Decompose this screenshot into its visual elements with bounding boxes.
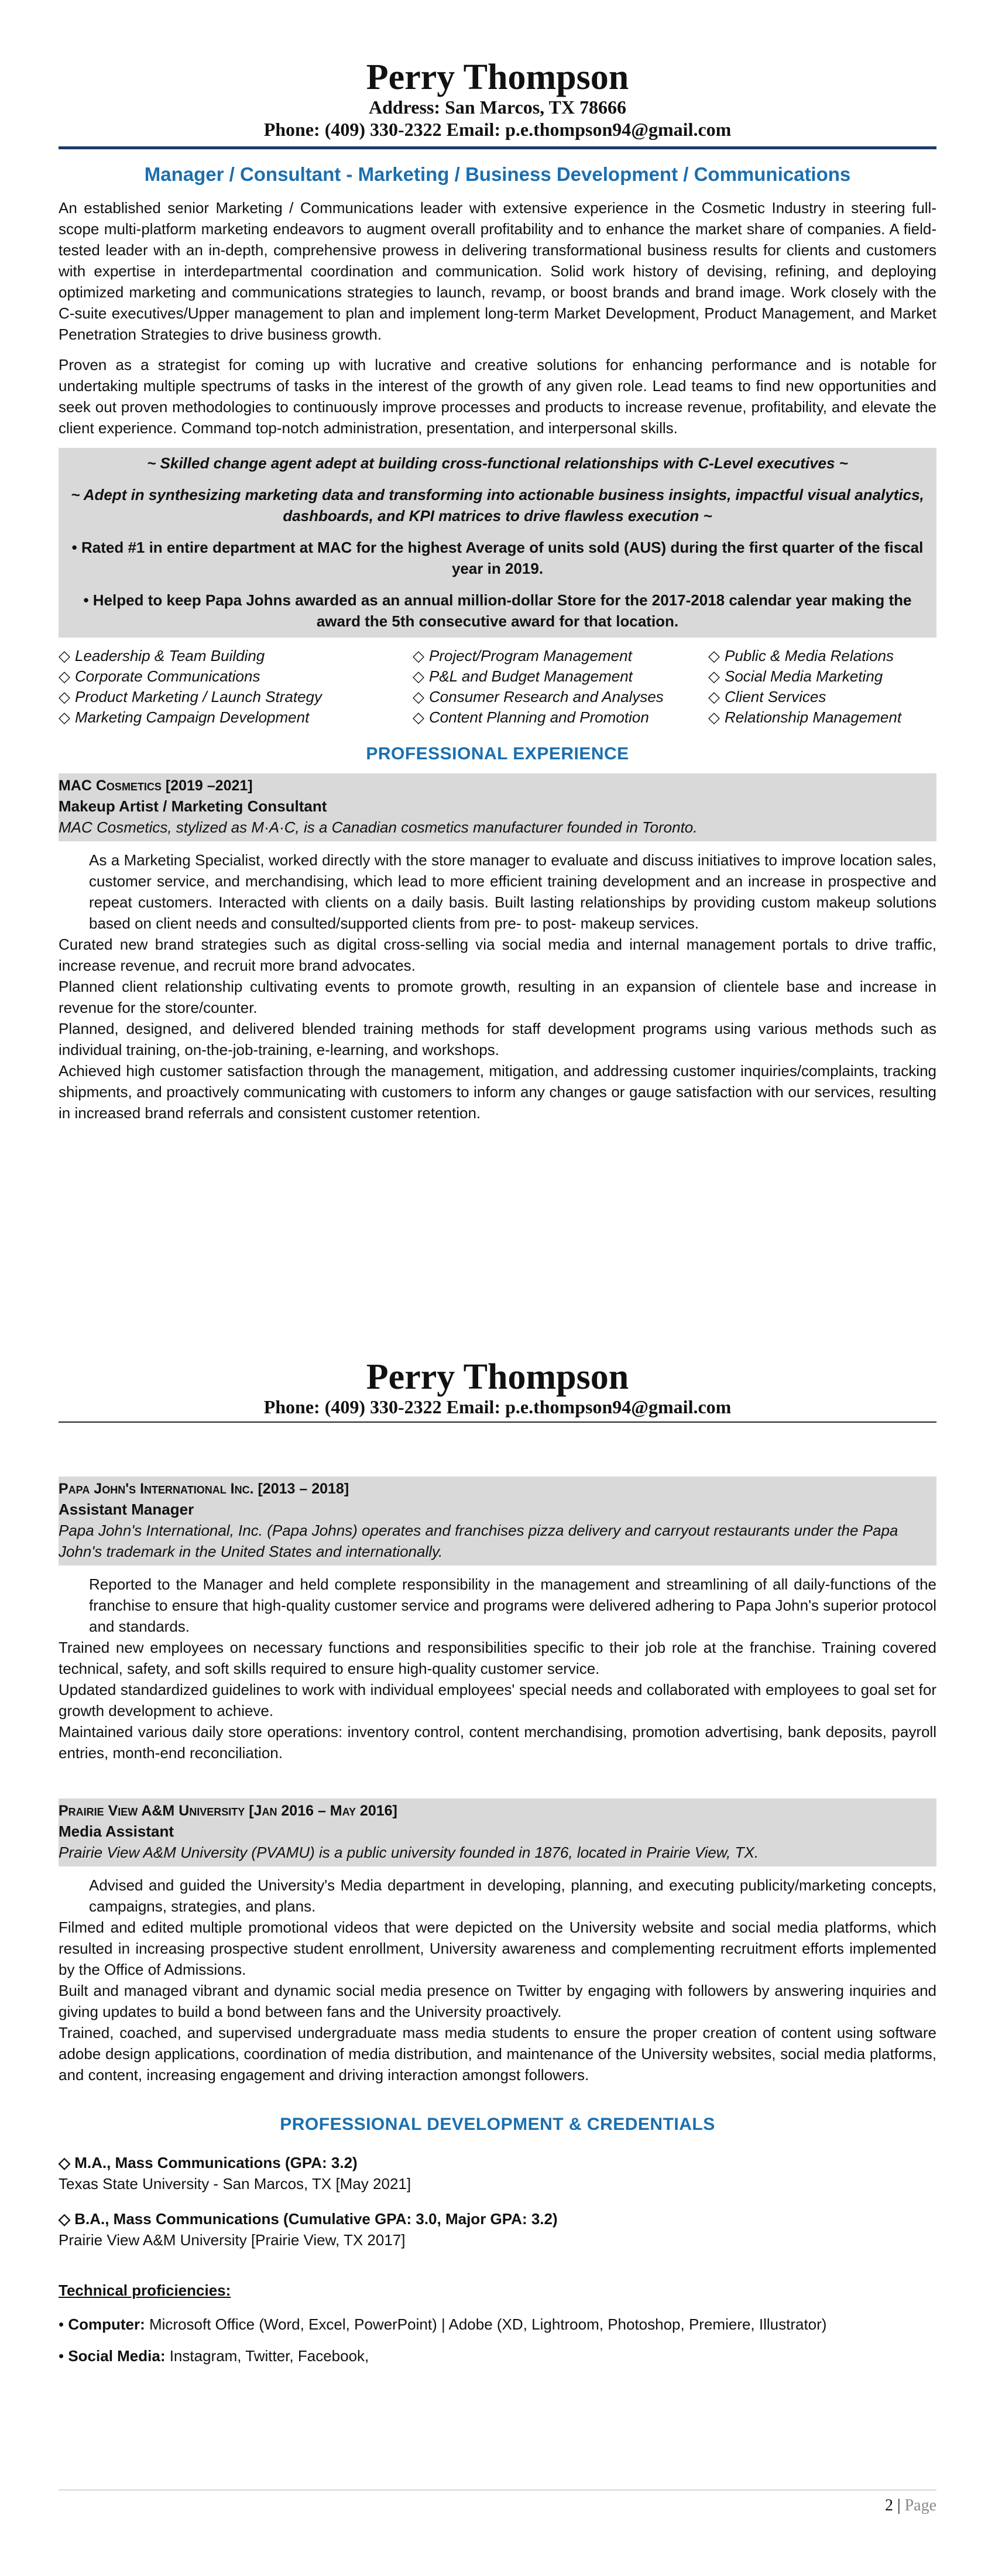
skills-column-1 <box>59 646 413 728</box>
highlight-item: • Rated #1 in entire department at MAC for the highest Average of units sold (AUS) during the first quarter of the fiscal year in 2019. <box>71 539 924 577</box>
resume-page-2 <box>59 1358 936 2366</box>
skill-item: ◇ Social Media Marketing <box>708 667 883 685</box>
skills-column-3 <box>708 646 936 728</box>
bullet-icon: • <box>59 2315 68 2333</box>
diamond-bullet-icon: ◇ <box>708 688 720 705</box>
school-line: Texas State University - San Marcos, TX [May 2021] <box>59 2175 411 2193</box>
job-title: Assistant Manager <box>59 1501 194 1518</box>
address-line: Address: San Marcos, TX 78666 <box>368 97 627 118</box>
skill-item: ◇ Product Marketing / Launch Strategy <box>59 688 322 705</box>
diamond-bullet-icon: ◇ <box>59 2210 75 2228</box>
page-footer <box>59 2489 936 2515</box>
diamond-bullet-icon: ◇ <box>413 667 424 685</box>
skill-item: ◇ Project/Program Management <box>413 647 632 664</box>
job-summary: Reported to the Manager and held complete responsibility in the management and streamlining of all daily-functions of the franchise to ensure that high-quality customer service and programs were delivered adhering to Papa John's superior protocol and standards. <box>89 1575 936 1635</box>
job-header-mac <box>59 773 936 841</box>
tech-value: Microsoft Office (Word, Excel, PowerPoint) | Adobe (XD, Lightroom, Photoshop, Premiere, Illustrator) <box>145 2315 827 2333</box>
tech-computer-line <box>59 2314 936 2335</box>
degree-title: B.A., Mass Communications (Cumulative GPA: 3.0, Major GPA: 3.2) <box>74 2210 558 2228</box>
footer-divider <box>59 2489 936 2491</box>
company-name: MAC Cosmetics [2019 –2021] <box>59 777 253 794</box>
page-number: 2 | Page <box>884 2496 936 2515</box>
company-description: MAC Cosmetics, stylized as M·A·C, is a Canadian cosmetics manufacturer founded in Toronto. <box>59 818 698 836</box>
education-entry <box>59 2208 936 2250</box>
skill-item: ◇ Marketing Campaign Development <box>59 708 310 726</box>
summary-paragraph-1: An established senior Marketing / Communications leader with extensive experience in the Cosmetic Industry in steering full-scope multi-platform marketing endeavors to augment overall profitability and to enhance the market share of companies. A field-tested leader with an in-depth, comprehensive prowess in delivering transformational business results for clients and customers with expertise in interdepartmental coordination and communication. Solid work history of devising, refining, and deploying optimized marketing and communications strategies to launch, revamp, or boost brands and brand image. Work closely with the C-suite executives/Upper management to plan and implement long-term Market Development, Product Management, and Market Penetration Strategies to drive business growth. <box>59 199 936 343</box>
resume-headline: Manager / Consultant - Marketing / Business Development / Communications <box>144 163 851 185</box>
skill-item: ◇ P&L and Budget Management <box>413 667 633 685</box>
diamond-bullet-icon: ◇ <box>413 688 424 705</box>
phone-email-line: Phone: (409) 330-2322 Email: p.e.thompson94@gmail.com <box>263 119 732 140</box>
job-summary: Advised and guided the University's Media department in developing, planning, and executing publicity/marketing concepts, campaigns, strategies, and plans. <box>89 1876 936 1915</box>
tech-label: Social Media: <box>68 2347 166 2365</box>
highlight-item: ~ Skilled change agent adept at building cross-functional relationships with C-Level executives ~ <box>147 454 848 472</box>
skill-item: ◇ Public & Media Relations <box>708 647 894 664</box>
skill-item: ◇ Relationship Management <box>708 708 902 726</box>
job-bullet: Trained new employees on necessary functions and responsibilities specific to their job role at the franchise. Training covered technical, safety, and soft skills required to ensure high-quality customer service. <box>59 1639 936 1677</box>
degree-title: M.A., Mass Communications (GPA: 3.2) <box>74 2154 358 2171</box>
job-title: Media Assistant <box>59 1823 174 1840</box>
candidate-name: Perry Thompson <box>366 1357 629 1397</box>
diamond-bullet-icon: ◇ <box>708 667 720 685</box>
job-header-pvamu <box>59 1799 936 1866</box>
diamond-bullet-icon: ◇ <box>708 708 720 726</box>
job-summary: As a Marketing Specialist, worked directly with the store manager to evaluate and discuss initiatives to improve location sales, customer service, and merchandising, which lead to more efficient training development and an increase in prospective and repeat customers. Interacted with clients on a daily basis. Built lasting relationships by providing custom makeup solutions based on client needs and consulted/supported clients from pre- to post- makeup services. <box>89 851 936 932</box>
header-divider <box>59 146 936 149</box>
skill-item: ◇ Content Planning and Promotion <box>413 708 649 726</box>
school-line: Prairie View A&M University [Prairie View, TX 2017] <box>59 2231 406 2249</box>
company-name: Prairie View A&M University [Jan 2016 – May 2016] <box>59 1803 397 1819</box>
education-entry <box>59 2152 936 2194</box>
experience-section-title: PROFESSIONAL EXPERIENCE <box>366 744 629 763</box>
job-bullet: Trained, coached, and supervised undergraduate mass media students to ensure the proper creation of content using software adobe design applications, coordination of media distribution, and maintenance of the University websites, social media platforms, and content, increasing engagement and driving interaction amongst followers. <box>59 2024 936 2084</box>
core-skills-grid <box>59 646 936 728</box>
candidate-name: Perry Thompson <box>366 57 629 97</box>
company-description: Papa John's International, Inc. (Papa Johns) operates and franchises pizza delivery and carryout restaurants under the Papa John's trademark in the United States and internationally. <box>59 1522 898 1560</box>
job-bullet: Curated new brand strategies such as digital cross-selling via social media and internal management portals to drive traffic, increase revenue, and recruit more brand advocates. <box>59 936 936 974</box>
job-bullet: Maintained various daily store operations: inventory control, content merchandising, promotion advertising, bank deposits, payroll entries, month-end reconciliation. <box>59 1723 936 1762</box>
tech-label: Computer: <box>68 2315 145 2333</box>
highlight-item: • Helped to keep Papa Johns awarded as an annual million-dollar Store for the 2017-2018 calendar year making the award the 5th consecutive award for that location. <box>83 591 912 630</box>
job-bullet: Filmed and edited multiple promotional videos that were depicted on the University website and social media platforms, which resulted in increasing prospective student enrollment, University awareness and complementing recruitment efforts implemented by the Office of Admissions. <box>59 1919 936 1978</box>
job-title: Makeup Artist / Marketing Consultant <box>59 797 327 815</box>
highlight-item: ~ Adept in synthesizing marketing data and transforming into actionable business insights, impactful visual analytics, dashboards, and KPI matrices to drive flawless execution ~ <box>71 486 924 525</box>
summary-paragraph-2: Proven as a strategist for coming up with lucrative and creative solutions for enhancing performance and is notable for undertaking multiple spectrums of tasks in the interest of the growth of any given role. Lead teams to find new opportunities and seek out proven methodologies to continuously improve processes and products to increase revenue, profitability, and elevate the client experience. Command top-notch administration, presentation, and interpersonal skills. <box>59 356 936 437</box>
diamond-bullet-icon: ◇ <box>59 667 70 685</box>
tech-social-line <box>59 2345 936 2366</box>
diamond-bullet-icon: ◇ <box>59 688 70 705</box>
diamond-bullet-icon: ◇ <box>59 647 70 664</box>
company-description: Prairie View A&M University (PVAMU) is a public university founded in 1876, located in Prairie View, TX. <box>59 1844 759 1861</box>
highlights-box <box>59 448 936 638</box>
development-section-title: PROFESSIONAL DEVELOPMENT & CREDENTIALS <box>280 2115 715 2134</box>
job-bullet: Built and managed vibrant and dynamic social media presence on Twitter by engaging with followers by answering inquiries and giving updates to build a bond between fans and the University proactively. <box>59 1982 936 2020</box>
diamond-bullet-icon: ◇ <box>708 647 720 664</box>
company-name: Papa John's International Inc. [2013 – 2018] <box>59 1481 349 1497</box>
skill-item: ◇ Leadership & Team Building <box>59 647 265 664</box>
job-bullet: Achieved high customer satisfaction through the management, mitigation, and addressing customer inquiries/complaints, tracking shipments, and proactively communicating with customers to inform any changes or gauge satisfaction with our services, resulting in increased brand referrals and consistent customer retention. <box>59 1062 936 1122</box>
bullet-icon: • <box>59 2347 68 2365</box>
skill-item: ◇ Consumer Research and Analyses <box>413 688 664 705</box>
skill-item: ◇ Client Services <box>708 688 826 705</box>
diamond-bullet-icon: ◇ <box>59 708 70 726</box>
tech-value: Instagram, Twitter, Facebook, <box>165 2347 369 2365</box>
header-divider <box>59 1421 936 1423</box>
job-bullet: Updated standardized guidelines to work with individual employees' special needs and collaborated with employees to goal set for growth development to achieve. <box>59 1681 936 1719</box>
technical-proficiencies-title: Technical proficiencies: <box>59 2282 231 2299</box>
diamond-bullet-icon: ◇ <box>413 708 424 726</box>
job-header-papa-johns <box>59 1477 936 1566</box>
diamond-bullet-icon: ◇ <box>59 2154 75 2171</box>
job-bullet: Planned client relationship cultivating events to promote growth, resulting in an expansion of clientele base and increase in revenue for the store/counter. <box>59 978 936 1016</box>
skills-column-2 <box>413 646 708 728</box>
job-bullet: Planned, designed, and delivered blended training methods for staff development programs using various methods such as individual training, on-the-job-training, e-learning, and workshops. <box>59 1020 936 1059</box>
skill-item: ◇ Corporate Communications <box>59 667 260 685</box>
diamond-bullet-icon: ◇ <box>413 647 424 664</box>
phone-email-line: Phone: (409) 330-2322 Email: p.e.thompson94@gmail.com <box>263 1396 732 1417</box>
resume-page-1 <box>59 59 936 1123</box>
